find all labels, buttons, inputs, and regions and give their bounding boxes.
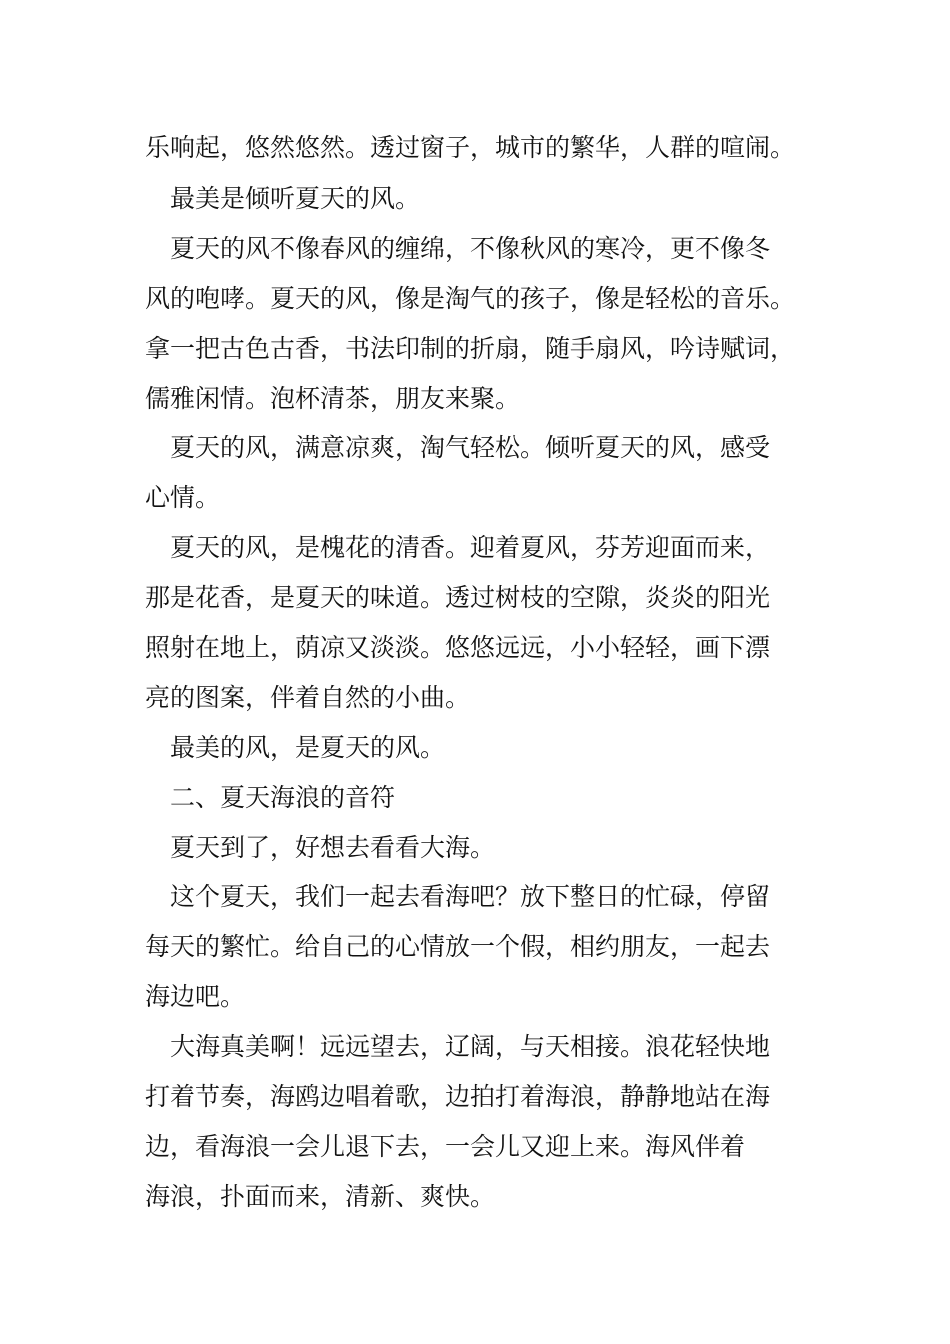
paragraph-line: 夏天的风不像春风的缠绵，不像秋风的寒冷，更不像冬 <box>170 234 771 263</box>
paragraph-line: 每天的繁忙。给自己的心情放一个假，相约朋友，一起去 <box>145 932 771 961</box>
paragraph-line: 边，看海浪一会儿退下去，一会儿又迎上来。海风伴着 <box>145 1132 746 1161</box>
paragraph-line: 最美是倾听夏天的风。 <box>170 184 421 213</box>
paragraph-line: 海边吧。 <box>145 982 246 1011</box>
paragraph-line: 乐响起，悠然悠然。透过窗子，城市的繁华，人群的喧闹。 <box>145 133 796 162</box>
paragraph-line: 最美的风，是夏天的风。 <box>170 733 446 762</box>
paragraph-line: 打着节奏，海鸥边唱着歌，边拍打着海浪，静静地站在海 <box>145 1082 771 1111</box>
paragraph-line: 儒雅闲情。泡杯清茶，朋友来聚。 <box>145 384 521 413</box>
paragraph-line: 海浪，扑面而来，清新、爽快。 <box>145 1182 496 1211</box>
paragraph-line: 这个夏天，我们一起去看海吧？放下整日的忙碌，停留 <box>170 882 771 911</box>
section-heading: 二、夏天海浪的音符 <box>170 783 396 812</box>
paragraph-line: 夏天的风，是槐花的清香。迎着夏风，芬芳迎面而来， <box>170 533 771 562</box>
paragraph-line: 夏天到了，好想去看看大海。 <box>170 833 496 862</box>
paragraph-line: 那是花香，是夏天的味道。透过树枝的空隙，炎炎的阳光 <box>145 583 771 612</box>
paragraph-line: 风的咆哮。夏天的风，像是淘气的孩子，像是轻松的音乐。 <box>145 284 796 313</box>
paragraph-line: 大海真美啊！远远望去，辽阔，与天相接。浪花轻快地 <box>170 1032 771 1061</box>
paragraph-line: 夏天的风，满意凉爽，淘气轻松。倾听夏天的风，感受 <box>170 433 771 462</box>
paragraph-line: 拿一把古色古香，书法印制的折扇，随手扇风，吟诗赋词， <box>145 334 796 363</box>
paragraph-line: 照射在地上，荫凉又淡淡。悠悠远远，小小轻轻，画下漂 <box>145 633 771 662</box>
paragraph-line: 亮的图案，伴着自然的小曲。 <box>145 683 471 712</box>
paragraph-line: 心情。 <box>145 483 221 512</box>
